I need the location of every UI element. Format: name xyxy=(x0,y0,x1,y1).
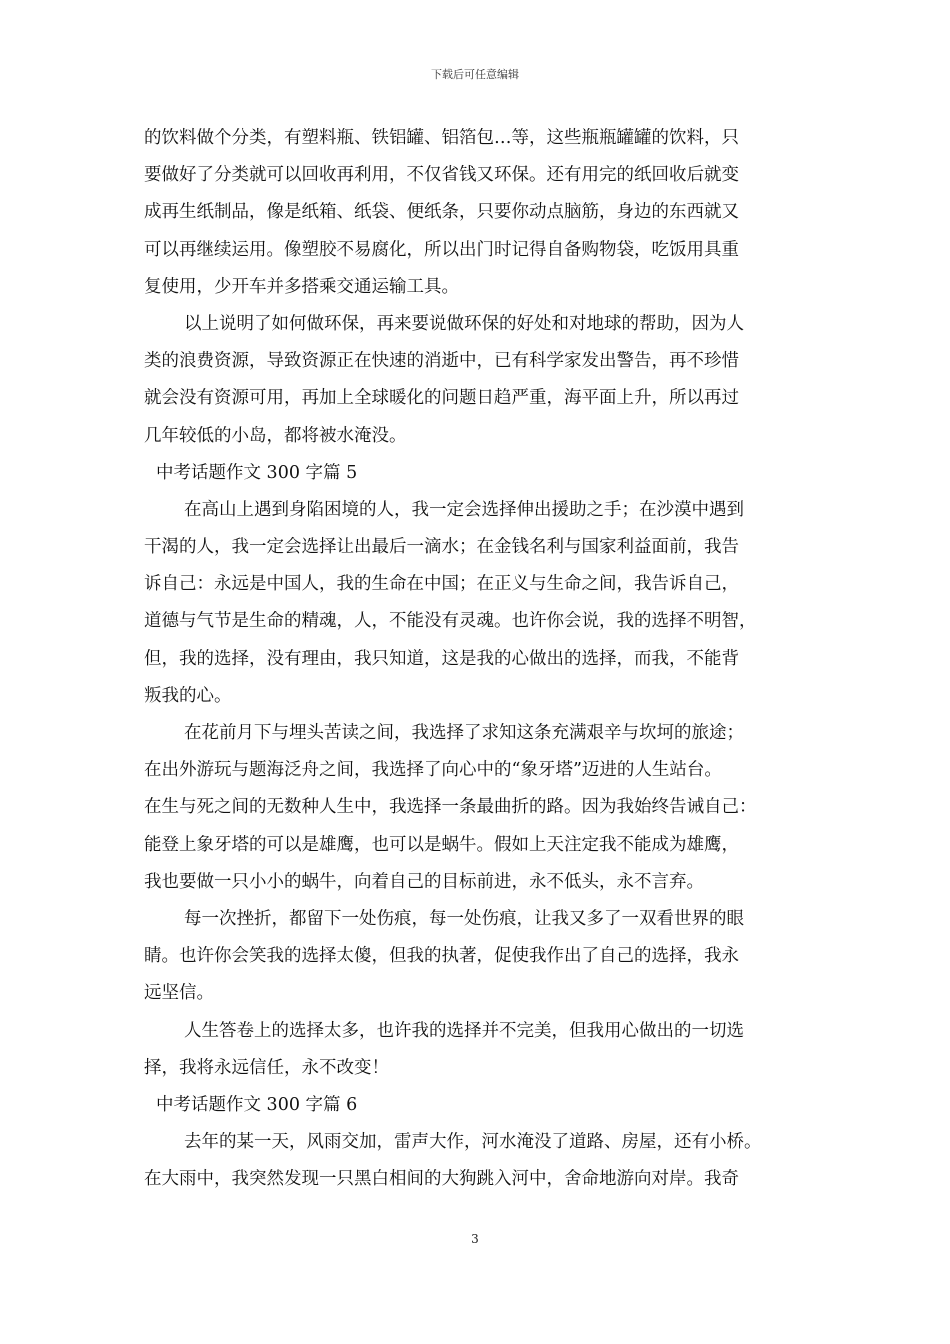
text-line: 择，我将永远信任，永不改变！ xyxy=(144,1057,389,1078)
text-line: 的饮料做个分类，有塑料瓶、铁铝罐、铝箔包…等，这些瓶瓶罐罐的饮料，只 xyxy=(144,128,739,148)
paragraph-setbacks xyxy=(144,901,808,1013)
text-line: 几年较低的小岛，都将被水淹没。 xyxy=(144,425,407,446)
document-body xyxy=(144,120,808,1198)
text-line: 在大雨中，我突然发现一只黑白相间的大狗跳入河中，舍命地游向对岸。我奇 xyxy=(144,1169,739,1190)
paragraph-recycling xyxy=(144,120,808,306)
text-line: 以上说明了如何做环保，再来要说做环保的好处和对地球的帮助，因为人 xyxy=(184,313,744,334)
text-line: 可以再继续运用。像塑胶不易腐化，所以出门时记得自备购物袋，吃饭用具重 xyxy=(144,239,739,260)
text-line: 诉自己：永远是中国人，我的生命在中国；在正义与生命之间，我告诉自己， xyxy=(144,574,739,595)
section-heading-5 xyxy=(144,455,808,492)
paragraph-storm xyxy=(144,1124,808,1198)
page-number: 3 xyxy=(471,1232,479,1246)
text-line: 就会没有资源可用，再加上全球暖化的问题日趋严重，海平面上升，所以再过 xyxy=(144,388,739,409)
text-line: 在出外游玩与题海泛舟之间，我选择了向心中的“象牙塔”迈进的人生站台。 xyxy=(144,760,722,781)
text-line: 远坚信。 xyxy=(144,983,214,1004)
section-heading-6 xyxy=(144,1087,808,1124)
text-line: 每一次挫折，都留下一处伤痕，每一处伤痕，让我又多了一双看世界的眼 xyxy=(184,908,744,929)
text-line: 在高山上遇到身陷困境的人，我一定会选择伸出援助之手；在沙漠中遇到 xyxy=(184,499,744,520)
text-line: 成再生纸制品，像是纸箱、纸袋、便纸条，只要你动点脑筋，身边的东西就又 xyxy=(144,202,739,223)
paragraph-life-answers xyxy=(144,1013,808,1087)
page-header: 下载后可任意编辑 xyxy=(431,68,519,81)
text-line: 在花前月下与埋头苦读之间，我选择了求知这条充满艰辛与坎坷的旅途； xyxy=(184,723,744,743)
paragraph-choices xyxy=(144,492,808,715)
text-line: 我也要做一只小小的蜗牛，向着自己的目标前进，永不低头，永不言弃。 xyxy=(144,871,704,892)
text-line: 干渴的人，我一定会选择让出最后一滴水；在金钱名利与国家利益面前，我告 xyxy=(144,537,739,558)
text-line: 人生答卷上的选择太多，也许我的选择并不完美，但我用心做出的一切选 xyxy=(184,1020,744,1041)
paragraph-ivory-tower xyxy=(144,715,808,901)
heading-text: 中考话题作文 300 字篇 6 xyxy=(156,1094,358,1115)
text-line: 睛。也许你会笑我的选择太傻，但我的执著，促使我作出了自己的选择，我永 xyxy=(144,946,739,967)
text-line: 叛我的心。 xyxy=(144,685,232,706)
text-line: 在生与死之间的无数种人生中，我选择一条最曲折的路。因为我始终告诫自己： xyxy=(144,797,757,818)
text-line: 道德与气节是生命的精魂，人，不能没有灵魂。也许你会说，我的选择不明智， xyxy=(144,611,757,632)
text-line: 能登上象牙塔的可以是雄鹰，也可以是蜗牛。假如上天注定我不能成为雄鹰， xyxy=(144,834,739,855)
text-line: 要做好了分类就可以回收再利用，不仅省钱又环保。还有用完的纸回收后就变 xyxy=(144,165,739,186)
text-line: 类的浪费资源，导致资源正在快速的消逝中，已有科学家发出警告，再不珍惜 xyxy=(144,351,739,372)
text-line: 复使用，少开车并多搭乘交通运输工具。 xyxy=(144,276,459,297)
text-line: 去年的某一天，风雨交加，雷声大作，河水淹没了道路、房屋，还有小桥。 xyxy=(184,1132,762,1153)
heading-text: 中考话题作文 300 字篇 5 xyxy=(156,462,358,483)
paragraph-benefits xyxy=(144,306,808,455)
text-line: 但，我的选择，没有理由，我只知道，这是我的心做出的选择，而我，不能背 xyxy=(144,648,739,669)
